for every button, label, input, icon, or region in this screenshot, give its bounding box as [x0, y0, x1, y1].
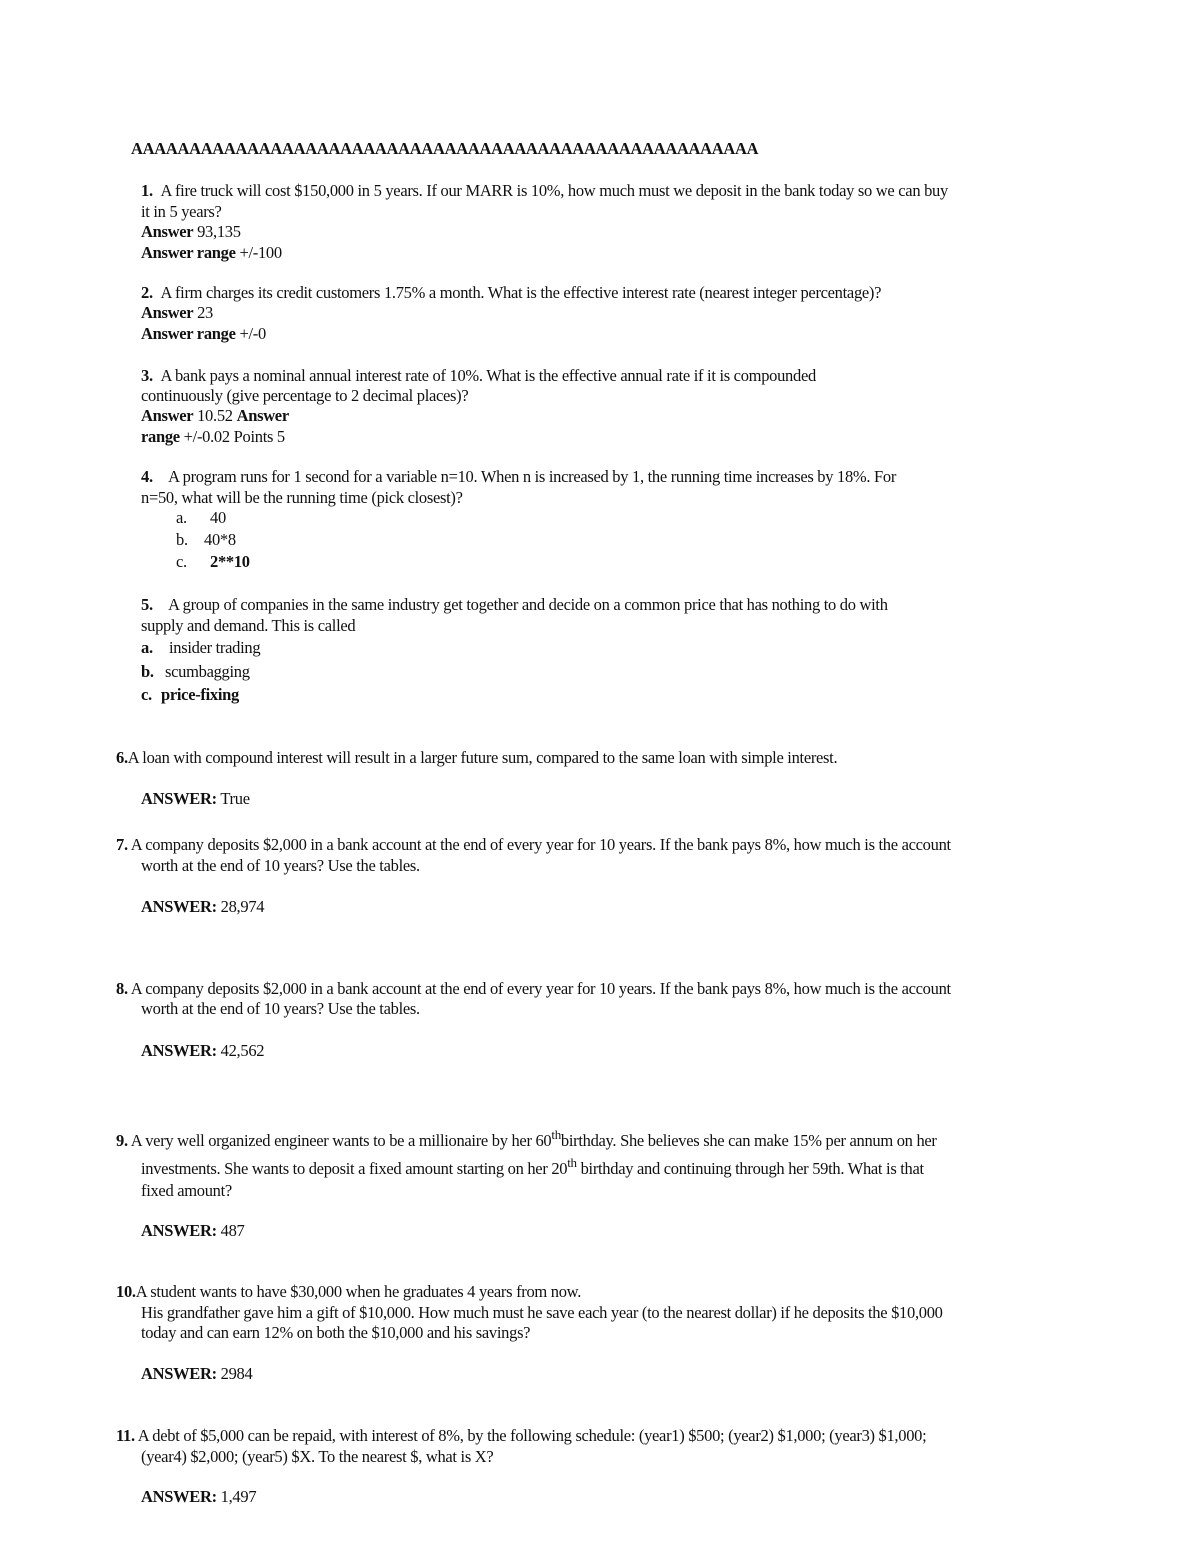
question-number: 7.	[116, 835, 128, 854]
header-line: AAAAAAAAAAAAAAAAAAAAAAAAAAAAAAAAAAAAAAAAAAAAAAAAAAAAAA	[131, 139, 759, 158]
answer-line	[141, 303, 213, 323]
answer-range-line	[141, 324, 266, 344]
question-text-cont: worth at the end of 10 years? Use the tables.	[141, 856, 420, 875]
question-10	[116, 1282, 581, 1302]
answer-range-value: +/-0.02 Points 5	[183, 427, 285, 446]
answer-value: 23	[197, 303, 214, 322]
superscript: th	[551, 1127, 561, 1142]
answer-range-line	[141, 427, 285, 447]
question-7	[116, 835, 951, 855]
answer-line	[141, 1041, 264, 1061]
question-text-cont: (year4) $2,000; (year5) $X. To the nearest $, what is X?	[141, 1447, 494, 1466]
question-text: A student wants to have $30,000 when he graduates 4 years from now.	[135, 1282, 582, 1301]
answer-line	[141, 1487, 256, 1507]
answer-label: Answer	[141, 303, 194, 322]
answer-line	[141, 789, 250, 809]
question-text: A company deposits $2,000 in a bank account at the end of every year for 10 years. If the bank pays 8%, how much is the account	[130, 835, 951, 854]
question-2	[141, 283, 881, 303]
answer-value: 28,974	[220, 897, 265, 916]
option-a	[176, 508, 226, 528]
option-c	[176, 552, 250, 572]
answer-range-label: Answer range	[141, 243, 236, 262]
question-text-cont: worth at the end of 10 years? Use the tables.	[141, 999, 420, 1018]
question-number: 1.	[141, 181, 153, 200]
answer-line	[141, 406, 289, 426]
question-text-cont: today and can earn 12% on both the $10,000 and his savings?	[141, 1323, 531, 1342]
answer-line	[141, 1364, 252, 1384]
option-letter: a.	[141, 638, 153, 657]
answer-line	[141, 222, 241, 242]
answer-value: True	[220, 789, 250, 808]
answer-label: ANSWER:	[141, 1041, 217, 1060]
answer-value: 2984	[220, 1364, 253, 1383]
option-text: insider trading	[169, 638, 261, 657]
question-text: birthday. She believes she can make 15% per annum on her	[560, 1131, 937, 1150]
question-5	[141, 595, 888, 615]
answer-label: ANSWER:	[141, 1487, 217, 1506]
answer-value: 42,562	[220, 1041, 265, 1060]
answer-line	[141, 1221, 245, 1241]
question-text-cont: n=50, what will be the running time (pick closest)?	[141, 488, 463, 507]
answer-range-label: Answer range	[141, 324, 236, 343]
question-number: 6.	[116, 748, 128, 767]
answer-value: 1,497	[220, 1487, 257, 1506]
answer-value: 10.52	[197, 406, 233, 425]
question-text: A fire truck will cost $150,000 in 5 years. If our MARR is 10%, how much must we deposit in the bank today so we can buy	[160, 181, 948, 200]
question-text-cont: His grandfather gave him a gift of $10,000. How much must he save each year (to the nearest dollar) if he deposits the $10,000	[141, 1303, 943, 1322]
question-text-cont: it in 5 years?	[141, 202, 222, 221]
answer-label: Answer	[141, 406, 194, 425]
question-number: 8.	[116, 979, 128, 998]
option-letter: c.	[141, 685, 152, 704]
question-number: 11.	[116, 1426, 135, 1445]
option-b	[176, 530, 236, 550]
option-text: scumbagging	[165, 662, 250, 681]
question-9	[116, 1127, 937, 1151]
question-text: A program runs for 1 second for a variable n=10. When n is increased by 1, the running time increases by 18%. For	[168, 467, 897, 486]
question-8	[116, 979, 951, 999]
answer-range-line	[141, 243, 282, 263]
question-text: A group of companies in the same industry get together and decide on a common price that has nothing to do with	[168, 595, 888, 614]
option-text: 40	[210, 508, 226, 527]
question-text-cont: continuously (give percentage to 2 decimal places)?	[141, 386, 469, 405]
question-text-cont: supply and demand. This is called	[141, 616, 356, 635]
option-text: 40*8	[204, 530, 236, 549]
question-number: 10.	[116, 1282, 136, 1301]
question-text: investments. She wants to deposit a fixed amount starting on her 20	[141, 1159, 568, 1178]
question-text-cont: fixed amount?	[141, 1181, 232, 1200]
superscript: th	[567, 1155, 577, 1170]
question-number: 3.	[141, 366, 153, 385]
option-letter: b.	[141, 662, 154, 681]
question-number: 4.	[141, 467, 153, 486]
question-text-cont	[141, 1155, 924, 1179]
option-text: 2**10	[210, 552, 250, 571]
answer-line	[141, 897, 264, 917]
question-1	[141, 181, 948, 201]
question-number: 9.	[116, 1131, 128, 1150]
question-3	[141, 366, 816, 386]
answer-label: ANSWER:	[141, 789, 217, 808]
option-text: price-fixing	[161, 685, 239, 704]
option-letter: a.	[176, 508, 187, 527]
answer-label-2: Answer	[236, 406, 289, 425]
question-text: A very well organized engineer wants to be a millionaire by her 60	[130, 1131, 552, 1150]
answer-value: 487	[220, 1221, 245, 1240]
answer-label: Answer	[141, 222, 194, 241]
answer-range-value: +/-100	[239, 243, 282, 262]
question-6	[116, 748, 837, 768]
question-text: A loan with compound interest will result in a larger future sum, compared to the same loan with simple interest.	[127, 748, 838, 767]
option-c	[141, 685, 239, 705]
answer-label: ANSWER:	[141, 1221, 217, 1240]
option-letter: b.	[176, 530, 188, 549]
answer-label: ANSWER:	[141, 897, 217, 916]
question-number: 5.	[141, 595, 153, 614]
answer-range-label: range	[141, 427, 180, 446]
question-number: 2.	[141, 283, 153, 302]
answer-range-value: +/-0	[239, 324, 266, 343]
answer-label: ANSWER:	[141, 1364, 217, 1383]
question-4	[141, 467, 896, 487]
question-text: A bank pays a nominal annual interest rate of 10%. What is the effective annual rate if it is compounded	[160, 366, 816, 385]
option-letter: c.	[176, 552, 187, 571]
option-b	[141, 662, 250, 682]
answer-value: 93,135	[197, 222, 241, 241]
question-11	[116, 1426, 926, 1446]
question-text: A firm charges its credit customers 1.75% a month. What is the effective interest rate (nearest integer percentage)?	[160, 283, 882, 302]
question-text: A debt of $5,000 can be repaid, with interest of 8%, by the following schedule: (year1) $500; (year2) $1,000; (year3) $1,000;	[137, 1426, 927, 1445]
question-text: A company deposits $2,000 in a bank account at the end of every year for 10 years. If the bank pays 8%, how much is the account	[130, 979, 951, 998]
option-a	[141, 638, 260, 658]
question-text: birthday and continuing through her 59th. What is that	[576, 1159, 924, 1178]
